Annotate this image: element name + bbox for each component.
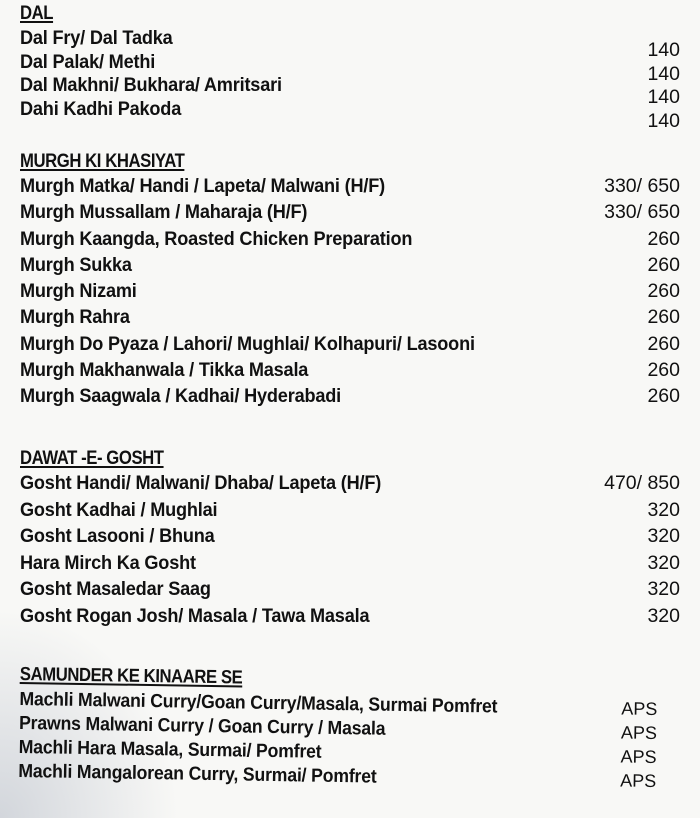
item-name: Gosht Kadhai / Mughlai xyxy=(20,498,218,521)
item-price: 140 xyxy=(647,39,680,61)
menu-item xyxy=(20,97,680,132)
menu-item xyxy=(20,498,680,525)
menu-item xyxy=(20,253,680,279)
item-price: APS xyxy=(621,698,658,720)
item-price: 320 xyxy=(647,578,680,600)
section-title: DAWAT -E- GOSHT xyxy=(20,448,164,469)
section-murgh-ki-khasiyat xyxy=(20,150,680,411)
item-name: Machli Hara Masala, Surmai/ Pomfret xyxy=(18,736,322,763)
item-price: 330/ 650 xyxy=(604,175,680,197)
section-title: SAMUNDER KE KINAARE SE xyxy=(19,663,243,689)
menu-item xyxy=(20,174,680,200)
item-price: 330/ 650 xyxy=(604,201,680,224)
menu-item xyxy=(20,227,680,253)
item-name: Murgh Kaangda, Roasted Chicken Preparation xyxy=(20,227,413,250)
item-price: 140 xyxy=(647,62,680,85)
menu-item xyxy=(20,73,680,108)
menu-item xyxy=(20,471,680,498)
item-price: 140 xyxy=(647,109,680,132)
item-name: Murgh Makhanwala / Tikka Masala xyxy=(20,359,309,382)
menu-item xyxy=(20,577,680,604)
item-name: Murgh Rahra xyxy=(20,306,130,329)
item-price: 470/ 850 xyxy=(604,472,680,494)
item-price: APS xyxy=(620,770,657,792)
section-samunder-ke-kinaare-se xyxy=(18,663,680,793)
item-price: 260 xyxy=(647,227,680,250)
menu-item xyxy=(20,200,680,226)
item-price: APS xyxy=(620,746,657,768)
item-name: Machli Malwani Curry/Goan Curry/Masala, Surmai Pomfret xyxy=(19,688,498,718)
menu-item xyxy=(20,358,680,384)
item-price: 260 xyxy=(647,253,680,276)
item-name: Gosht Masaledar Saag xyxy=(20,578,211,600)
item-name: Murgh Matka/ Handi / Lapeta/ Malwani (H/F) xyxy=(20,175,385,197)
item-price: 260 xyxy=(647,280,680,303)
section-dal xyxy=(20,2,680,132)
menu-item xyxy=(20,305,680,331)
menu-item xyxy=(20,332,680,358)
item-name: Dal Makhni/ Bukhara/ Amritsari xyxy=(20,74,282,96)
item-name: Dahi Kadhi Pakoda xyxy=(20,97,182,120)
item-price: 320 xyxy=(647,525,680,547)
item-price: 260 xyxy=(647,332,680,355)
menu-item xyxy=(20,604,680,631)
item-price: 260 xyxy=(647,385,680,408)
section-title: DAL xyxy=(20,3,54,24)
menu-item xyxy=(20,26,680,61)
item-price: 260 xyxy=(647,306,680,329)
item-name: Dal Palak/ Methi xyxy=(20,50,156,73)
item-name: Gosht Lasooni / Bhuna xyxy=(20,525,215,547)
item-name: Murgh Sukka xyxy=(20,253,132,276)
item-price: 260 xyxy=(647,359,680,382)
item-price: APS xyxy=(620,722,658,744)
item-price: 320 xyxy=(647,551,680,574)
item-name: Hara Mirch Ka Gosht xyxy=(20,551,196,574)
item-name: Machli Mangalorean Curry, Surmai/ Pomfret xyxy=(18,760,377,788)
section-dawat-e-gosht xyxy=(20,447,680,630)
item-name: Gosht Handi/ Malwani/ Dhaba/ Lapeta (H/F) xyxy=(20,472,382,494)
item-name: Murgh Nizami xyxy=(20,280,137,303)
item-price: 140 xyxy=(647,86,680,108)
menu-item xyxy=(20,279,680,305)
item-name: Murgh Do Pyaza / Lahori/ Mughlai/ Kolhapuri/ Lasooni xyxy=(20,332,475,355)
menu-item xyxy=(20,551,680,578)
menu-item xyxy=(20,384,680,410)
item-name: Dal Fry/ Dal Tadka xyxy=(20,27,173,49)
menu-item xyxy=(20,524,680,551)
item-name: Gosht Rogan Josh/ Masala / Tawa Masala xyxy=(20,604,370,627)
item-name: Prawns Malwani Curry / Goan Curry / Masala xyxy=(18,712,386,740)
section-title: MURGH KI KHASIYAT xyxy=(20,151,185,172)
item-name: Murgh Saagwala / Kadhai/ Hyderabadi xyxy=(20,385,342,408)
item-name: Murgh Mussallam / Maharaja (H/F) xyxy=(20,201,308,224)
item-price: 320 xyxy=(647,498,680,521)
item-price: 320 xyxy=(647,604,680,627)
